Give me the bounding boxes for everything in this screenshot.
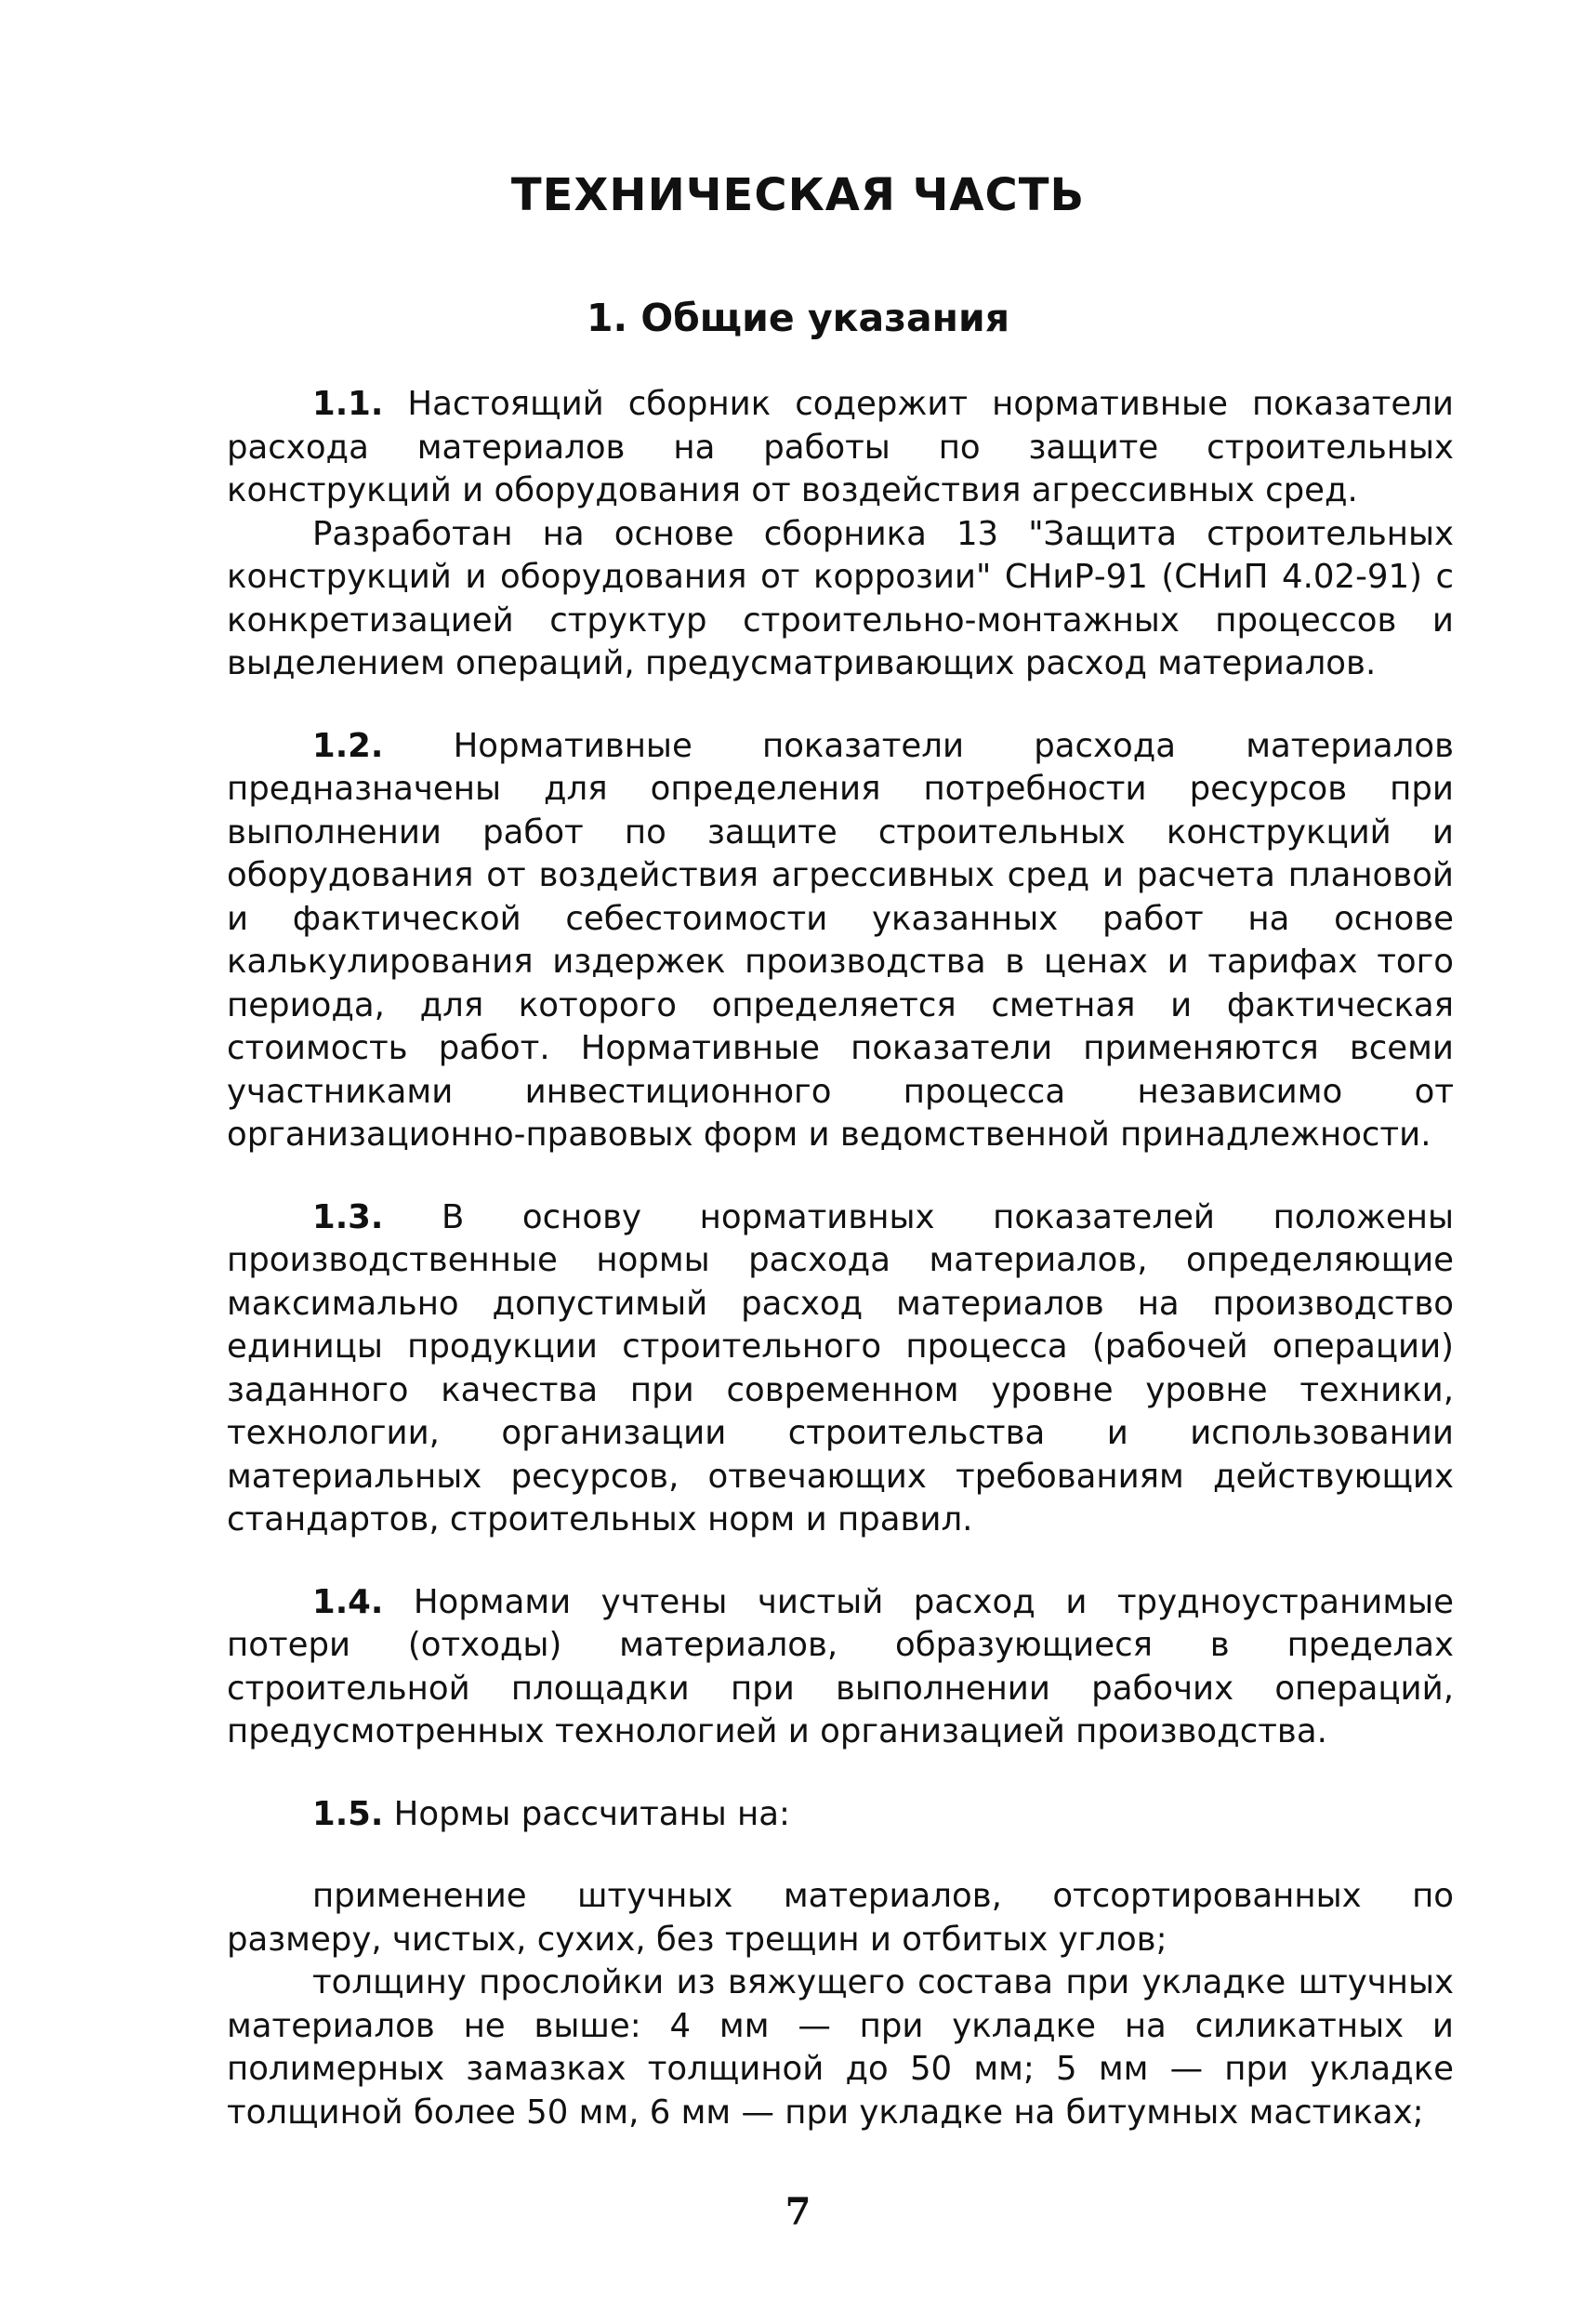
paragraph-1-3 — [227, 1196, 1454, 1542]
paragraph-1-5-item-a — [227, 1875, 1454, 1961]
paragraph-text: применение штучных материалов, отсортированных по размеру, чистых, сухих, без трещин и отбитых углов; — [227, 1877, 1454, 1959]
paragraph-text: Настоящий сборник содержит нормативные показатели расхода материалов на работы по защите строительных конструкций и оборудования от воздействия агрессивных сред. — [227, 385, 1454, 509]
paragraph-text: Разработан на основе сборника 13 "Защита строительных конструкций и оборудования от коррозии" СНиР-91 (СНиП 4.02-91) с конкретизацией структур строительно-монтажных процессов и выделением операций, предусматривающих расход материалов. — [227, 514, 1454, 682]
paragraph-1-1 — [227, 383, 1454, 513]
document-body — [227, 383, 1454, 2134]
paragraph-text: Нормы рассчитаны на: — [383, 1794, 790, 1833]
paragraph-1-5 — [227, 1793, 1454, 1837]
paragraph-text: Нормами учтены чистый расход и трудноустранимые потери (отходы) материалов, образующиеся в пределах строительной площадки при выполнении рабочих операций, предусмотренных технологией и организацией производства. — [227, 1582, 1454, 1750]
paragraph-text: Нормативные показатели расхода материалов предназначены для определения потребности ресурсов при выполнении работ по защите строительных конструкций и оборудования от воздействия агрессивных сред и расчета плановой и фактической себестоимости указанных работ на основе калькулирования издержек производства в ценах и тарифах того периода, для которого определяется сметная и фактическая стоимость работ. Нормативные показатели применяются всеми участниками инвестиционного процесса независимо от организационно-правовых форм и ведомственной принадлежности. — [227, 726, 1454, 1154]
paragraph-number: 1.2. — [312, 726, 384, 765]
paragraph-1-2 — [227, 725, 1454, 1157]
paragraph-text: В основу нормативных показателей положены производственные нормы расхода материалов, определяющие максимально допустимый расход материалов на производство единицы продукции строительного процесса (рабочей операции) заданного качества при современном уровне уровне техники, технологии, организации строительства и использовании материальных ресурсов, отвечающих требованиям действующих стандартов, строительных норм и правил. — [227, 1197, 1454, 1538]
paragraph-1-4 — [227, 1581, 1454, 1754]
paragraph-1-1-continued — [227, 513, 1454, 686]
paragraph-1-5-item-b — [227, 1961, 1454, 2134]
paragraph-number: 1.1. — [312, 385, 384, 423]
document-title: ТЕХНИЧЕСКАЯ ЧАСТЬ — [510, 169, 1086, 221]
section-title: 1. Общие указания — [586, 296, 1010, 340]
paragraph-number: 1.4. — [312, 1582, 384, 1621]
page-number: 7 — [785, 2190, 811, 2234]
paragraph-number: 1.5. — [312, 1794, 384, 1833]
paragraph-text: толщину прослойки из вяжущего состава при укладке штучных материалов не выше: 4 мм — при укладке на силикатных и полимерных замазках толщиной до 50 мм; 5 мм — при укладке толщиной более 50 мм, 6 мм — при укладке на битумных мастиках; — [227, 1963, 1454, 2132]
paragraph-number: 1.3. — [312, 1197, 384, 1236]
